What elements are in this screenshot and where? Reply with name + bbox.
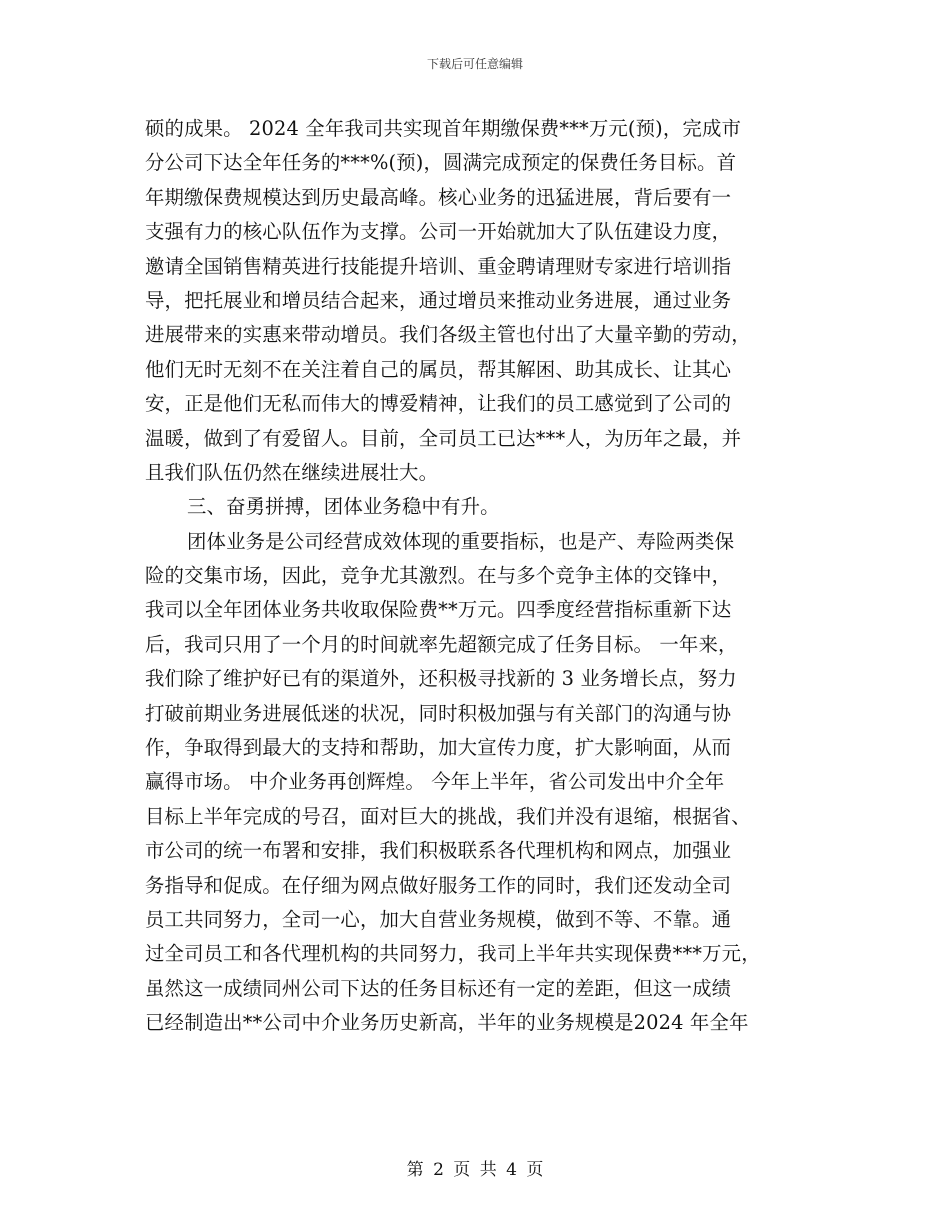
- text-line: 支强有力的核心队伍作为支撑。公司一开始就加大了队伍建设力度，: [145, 220, 732, 244]
- text-line: 虽然这一成绩同州公司下达的任务目标还有一定的差距，但这一成绩: [145, 976, 732, 1000]
- text-line: 险的交集市场，因此，竞争尤其激烈。在与多个竞争主体的交锋中，: [145, 564, 732, 588]
- text-line: 安，正是他们无私而伟大的博爱精神，让我们的员工感觉到了公司的: [145, 392, 732, 416]
- text-line: 我司以全年团体业务共收取保险费**万元。四季度经营指标重新下达: [145, 598, 732, 622]
- section-heading: 三、奋勇拼搏，团体业务稳中有升。: [187, 495, 500, 519]
- text-line: 年期缴保费规模达到历史最高峰。核心业务的迅猛进展，背后要有一: [145, 185, 732, 209]
- document-body: [145, 112, 807, 1041]
- page-header: 下载后可任意编辑: [426, 57, 523, 71]
- text-line: 已经制造出**公司中介业务历史新高，半年的业务规模是2024 年全年: [145, 1011, 749, 1035]
- text-line: 务指导和促成。在仔细为网点做好服务工作的同时，我们还发动全司: [145, 873, 732, 897]
- text-line: 员工共同努力，全司一心，加大自营业务规模，做到不等、不靠。通: [145, 907, 732, 931]
- text-line: 打破前期业务进展低迷的状况，同时积极加强与有关部门的沟通与协: [145, 701, 732, 725]
- text-line: 他们无时无刻不在关注着自己的属员，帮其解困、助其成长、让其心: [145, 357, 732, 381]
- paragraph-first-line: 团体业务是公司经营成效体现的重要指标，也是产、寿险两类保: [187, 529, 735, 553]
- text-line: 后，我司只用了一个月的时间就率先超额完成了任务目标。 一年来，: [145, 632, 738, 656]
- text-line: 赢得市场。 中介业务再创辉煌。 今年上半年，省公司发出中介全年: [145, 770, 725, 794]
- text-line: 且我们队伍仍然在继续进展壮大。: [145, 460, 439, 484]
- text-line: 导，把托展业和增员结合起来，通过增员来推动业务进展，通过业务: [145, 288, 732, 312]
- text-line: 进展带来的实惠来带动增员。我们各级主管也付出了大量辛勤的劳动，: [145, 323, 751, 347]
- text-line: 分公司下达全年任务的***%(预)，圆满完成预定的保费任务目标。首: [145, 151, 737, 175]
- text-line: 温暖，做到了有爱留人。目前，全司员工已达***人，为历年之最，并: [145, 426, 742, 450]
- text-line: 作，争取得到最大的支持和帮助，加大宣传力度，扩大影响面，从而: [145, 736, 732, 760]
- text-line: 目标上半年完成的号召，面对巨大的挑战，我们并没有退缩，根据省、: [145, 804, 751, 828]
- page-number-footer: 第 2 页 共 4 页: [406, 1160, 544, 1180]
- text-line: 市公司的统一布署和安排，我们积极联系各代理机构和网点，加强业: [145, 839, 732, 863]
- text-line: 过全司员工和各代理机构的共同努力，我司上半年共实现保费***万元，: [145, 942, 761, 966]
- text-line: 邀请全国销售精英进行技能提升培训、重金聘请理财专家进行培训指: [145, 254, 732, 278]
- text-line: 硕的成果。 2024 全年我司共实现首年期缴保费***万元(预)，完成市: [145, 117, 742, 140]
- text-line: 我们除了维护好已有的渠道外，还积极寻找新的 3 业务增长点，努力: [145, 667, 737, 691]
